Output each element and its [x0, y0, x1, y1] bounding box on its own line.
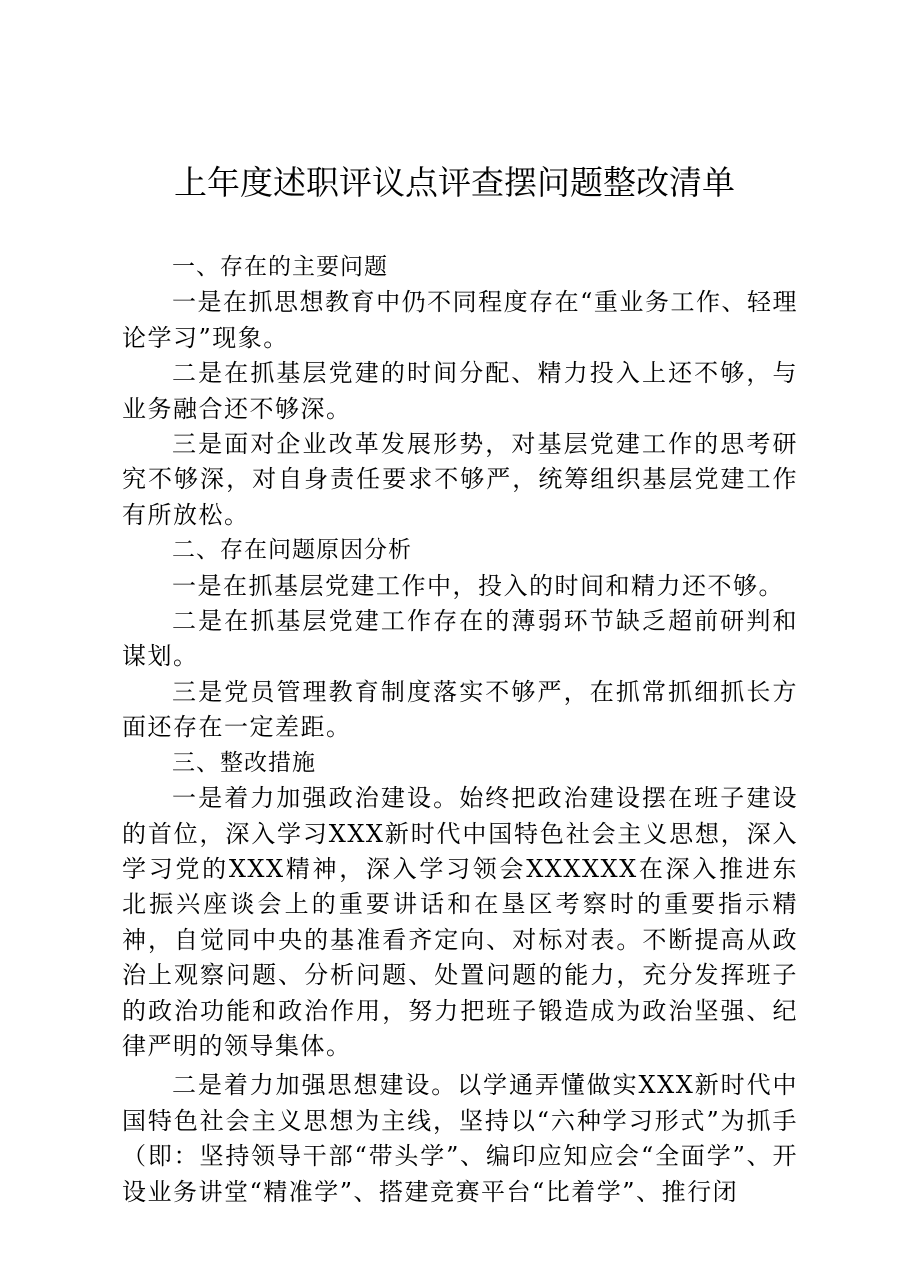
section-heading-problems: 一、存在的主要问题: [172, 254, 388, 280]
document-body: [122, 250, 798, 1210]
document-title: 上年度述职评议点评查摆问题整改清单: [174, 163, 735, 202]
measure-paragraph-2: 二是着力加强思想建设。以学通弄懂做实XXX新时代中国特色社会主义思想为主线，坚持以“六种学习形式”为抓手（即：坚持领导干部“带头学”、编印应知应会“全面学”、开设业务讲堂“精准学”、搭建竞赛平台“比着学”、推行闭: [122, 1071, 798, 1206]
problem-paragraph-3: 三是面对企业改革发展形势，对基层党建工作的思考研究不够深，对自身责任要求不够严，统筹组织基层党建工作有所放松。: [122, 430, 798, 529]
problem-paragraph-2: 二是在抓基层党建的时间分配、精力投入上还不够，与业务融合还不够深。: [122, 359, 798, 423]
cause-paragraph-3: 三是党员管理教育制度落实不够严，在抓常抓细抓长方面还存在一定差距。: [122, 677, 798, 742]
cause-paragraph-2: 二是在抓基层党建工作存在的薄弱环节缺乏超前研判和谋划。: [122, 607, 798, 671]
cause-paragraph-1: 一是在抓基层党建工作中，投入的时间和精力还不够。: [172, 571, 784, 600]
measure-paragraph-1: 一是着力加强政治建设。始终把政治建设摆在班子建设的首位，深入学习XXX新时代中国特色社会主义思想，深入学习党的XXX精神，深入学习领会XXXXXX在深入推进东北振兴座谈会上的重要讲话和在垦区考察时的重要指示精神，自觉同中央的基准看齐定向、对标对表。不断提高从政治上观察问题、分析问题、处置问题的能力，充分发挥班子的政治功能和政治作用，努力把班子锻造成为政治坚强、纪律严明的领导集体。: [122, 784, 798, 1060]
section-heading-measures: 三、整改措施: [172, 749, 316, 776]
problem-paragraph-1: 一是在抓思想教育中仍不同程度存在“重业务工作、轻理论学习”现象。: [122, 288, 798, 352]
section-heading-causes: 二、存在问题原因分析: [172, 537, 412, 564]
